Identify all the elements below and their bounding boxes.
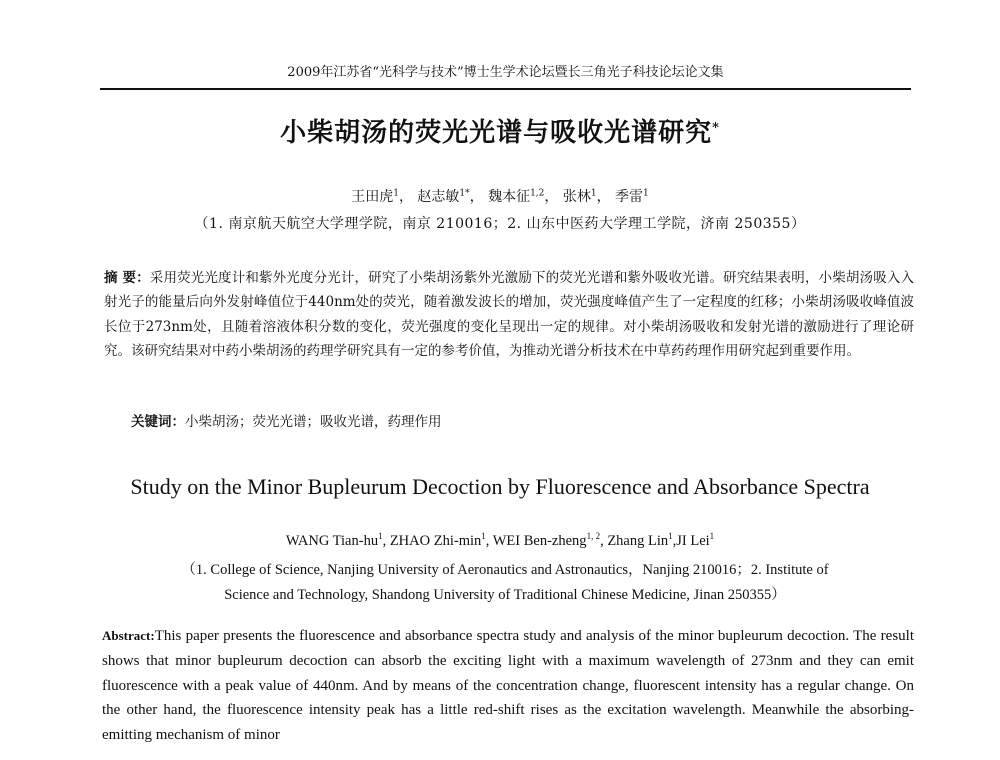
author-zh-sup: 1,2 <box>530 188 545 199</box>
author-en: WEI Ben-zheng <box>492 532 587 549</box>
author-zh: 季雷 <box>615 189 644 205</box>
keywords-chinese <box>131 410 442 430</box>
title-footnote-mark: * <box>712 120 720 136</box>
author-zh: 魏本征 <box>488 189 531 205</box>
keywords-zh-body: 小柴胡汤；荧光光谱；吸收光谱，药理作用 <box>185 414 442 430</box>
running-header: 2009年江苏省“光科学与技术”博士生学术论坛暨长三角光子科技论坛论文集 <box>100 62 911 90</box>
affiliation-chinese: （1. 南京航天航空大学理学院，南京 210016；2. 山东中医药大学理工学院，济南 250355） <box>194 216 806 232</box>
paper-title-english: Study on the Minor Bupleurum Decoction by Fluorescence and Absorbance Spectra <box>130 474 870 499</box>
paper-title-chinese <box>0 112 1000 149</box>
author-sep: , <box>382 532 390 549</box>
affiliation-en-line-1: （1. College of Science, Nanjing University of Aeronautics and Astronautics，Nanjing 210016；2. Institute of <box>181 562 829 578</box>
author-zh: 张林 <box>562 189 591 205</box>
author-en: Zhang Lin <box>607 532 669 549</box>
author-zh-sup: 1 <box>590 188 597 199</box>
author-zh: 王田虎 <box>351 189 394 205</box>
author-sep: , <box>672 532 677 549</box>
title-zh-text: 小柴胡汤的荧光光谱与吸收光谱研究 <box>280 118 713 148</box>
author-zh-sup: 1 <box>393 188 399 199</box>
author-en-sup: 1 <box>378 531 383 541</box>
author-en-sup: 1 <box>709 531 715 541</box>
abstract-zh-label: 摘 要： <box>104 270 150 286</box>
author-sep: , <box>485 532 493 549</box>
affiliation-en-line-2: Science and Technology, Shandong University of Traditional Chinese Medicine, Jinan 250355） <box>224 587 786 603</box>
author-zh-sup: 1* <box>459 188 470 199</box>
author-sep: , <box>600 532 608 549</box>
author-en-sup: 1 <box>481 531 486 541</box>
abstract-zh-body: 采用荧光光度计和紫外光度分光计，研究了小柴胡汤紫外光激励下的荧光光谱和紫外吸收光谱。研究结果表明，小柴胡汤吸入入射光子的能量后向外发射峰值位于440nm处的荧光，随着激发波长的增加，荧光强度峰值产生了一定程度的红移；小柴胡汤吸收峰值波长位于273nm处，且随着溶液体积分数的变化，荧光强度的变化呈现出一定的规律。对小柴胡汤吸收和发射光谱的激励进行了理论研究。该研究结果对中药小柴胡汤的药理学研究具有一定的参考价值，为推动光谱分析技术在中草药药理作用研究起到重要作用。 <box>104 270 914 360</box>
abstract-chinese <box>104 266 914 364</box>
author-en: ZHAO Zhi-min <box>389 532 482 549</box>
author-en-sup: 1, 2 <box>586 531 601 541</box>
affiliation-english <box>90 558 920 608</box>
author-list-english <box>0 531 1000 550</box>
author-en: JI Lei <box>676 532 710 549</box>
author-list-chinese: 王田虎$^1$， 赵志敏$^{1*}$， 魏本征$^{1,2}$， 张林$^1$， 季雷$^1$ <box>351 188 649 205</box>
abstract-english <box>102 624 914 748</box>
abstract-en-label: Abstract: <box>102 628 155 643</box>
author-en-sup: 1 <box>668 531 673 541</box>
abstract-en-body: This paper presents the fluorescence and absorbance spectra study and analysis of the minor bupleurum decoction. The result shows that minor bupleurum decoction can absorb the exciting light with a maximum wavelength of 273nm and they can emit fluorescence with a peak value of 440nm. And by means of the concentration change, fluorescent intensity has a regular change. On the other hand, the fluorescence intensity peak has a little red-shift rises as the excitation wavelength. Meanwhile the absorbing-emitting mechanism of minor <box>102 628 914 744</box>
keywords-zh-label: 关键词： <box>131 414 185 430</box>
author-zh-sup: 1 <box>643 188 649 199</box>
author-en: WANG Tian-hu <box>285 532 379 549</box>
author-zh: 赵志敏 <box>417 189 460 205</box>
